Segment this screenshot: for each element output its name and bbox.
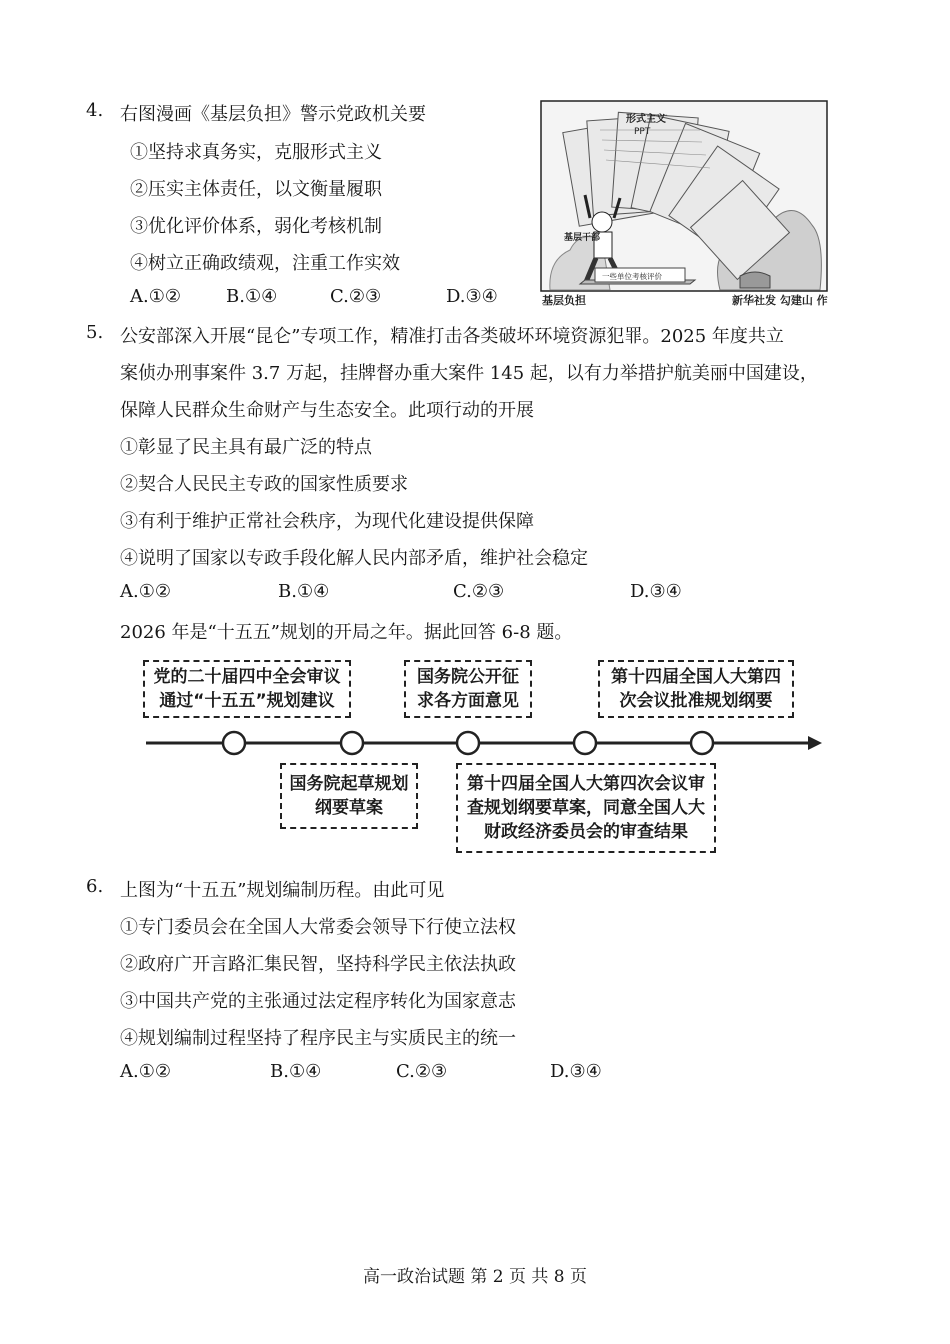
q5-stem-line-3: 保障人民群众生命财产与生态安全。此项行动的开展	[120, 400, 534, 421]
timeline-figure	[140, 650, 830, 860]
timeline-text: 第十四届全国人大第四	[611, 667, 781, 687]
timeline-text: 党的二十届四中全会审议	[153, 667, 341, 687]
q6-option-b[interactable]: B.①④	[270, 1061, 322, 1082]
cartoon-label-base: 一些单位考核评价	[602, 272, 662, 281]
timeline-arrow-icon	[808, 736, 822, 750]
cartoon-label-top: 形式主义	[626, 114, 666, 125]
timeline-box-top-2	[404, 660, 532, 718]
cartoon-caption-left: 基层负担	[542, 294, 586, 307]
timeline-text: 财政经济委员会的审查结果	[484, 822, 688, 842]
timeline-text: 第十四届全国人大第四次会议审	[467, 774, 705, 794]
q6-option-a[interactable]: A.①②	[120, 1061, 171, 1082]
q5-stem-line-2: 案侦办刑事案件 3.7 万起，挂牌督办重大案件 145 起，以有力举措护航美丽中国建设，	[120, 363, 818, 384]
q6-8-intro: 2026 年是“十五五”规划的开局之年。据此回答 6-8 题。	[120, 622, 573, 643]
timeline-text: 求各方面意见	[417, 691, 519, 711]
timeline-node	[341, 732, 363, 754]
cartoon-basic-burden	[540, 100, 828, 310]
q4-item-2: ②压实主体责任，以文衡量履职	[130, 179, 382, 200]
timeline-text: 查规划纲要草案，同意全国人大	[467, 798, 705, 818]
q4-option-c[interactable]: C.②③	[330, 286, 382, 307]
q4-item-4: ④树立正确政绩观，注重工作实效	[130, 253, 400, 274]
q5-item-3: ③有利于维护正常社会秩序，为现代化建设提供保障	[120, 511, 534, 532]
q4-number: 4.	[86, 100, 104, 121]
q4-option-d[interactable]: D.③④	[446, 286, 498, 307]
q6-stem: 上图为“十五五”规划编制历程。由此可见	[120, 880, 445, 901]
q4-item-3: ③优化评价体系，弱化考核机制	[130, 216, 382, 237]
timeline-text: 纲要草案	[315, 798, 383, 818]
timeline-node	[574, 732, 596, 754]
cartoon-caption-right: 新华社发 勾建山 作	[732, 294, 828, 307]
q6-number: 6.	[86, 876, 104, 897]
q5-item-1: ①彰显了民主具有最广泛的特点	[120, 437, 372, 458]
cartoon-label-cadre: 基层干部	[564, 233, 601, 243]
q5-item-4: ④说明了国家以专政手段化解人民内部矛盾，维护社会稳定	[120, 548, 588, 569]
timeline-node	[223, 732, 245, 754]
q4-item-1: ①坚持求真务实，克服形式主义	[130, 142, 382, 163]
timeline-box-top-3	[598, 660, 794, 718]
q6-item-2: ②政府广开言路汇集民智，坚持科学民主依法执政	[120, 954, 516, 975]
q5-option-b[interactable]: B.①④	[278, 581, 330, 602]
q5-option-d[interactable]: D.③④	[630, 581, 682, 602]
q6-option-d[interactable]: D.③④	[550, 1061, 602, 1082]
q5-stem-line-1: 公安部深入开展“昆仑”专项工作，精准打击各类破坏环境资源犯罪。2025 年度共立	[120, 326, 784, 347]
cartoon-illustration	[540, 100, 828, 310]
timeline-text: 通过“十五五”规划建议	[159, 691, 335, 711]
q5-option-c[interactable]: C.②③	[453, 581, 505, 602]
timeline-box-top-1	[143, 660, 351, 718]
q4-stem: 右图漫画《基层负担》警示党政机关要	[120, 104, 426, 125]
q6-item-3: ③中国共产党的主张通过法定程序转化为国家意志	[120, 991, 516, 1012]
timeline-box-bottom-2	[456, 763, 716, 853]
q5-item-2: ②契合人民民主专政的国家性质要求	[120, 474, 408, 495]
timeline-text: 次会议批准规划纲要	[619, 691, 773, 711]
timeline-text: 国务院起草规划	[289, 774, 409, 794]
q5-number: 5.	[86, 322, 104, 343]
q6-item-4: ④规划编制过程坚持了程序民主与实质民主的统一	[120, 1028, 516, 1049]
q6-item-1: ①专门委员会在全国人大常委会领导下行使立法权	[120, 917, 516, 938]
q4-option-b[interactable]: B.①④	[226, 286, 278, 307]
timeline-text: 国务院公开征	[417, 667, 519, 687]
q5-option-a[interactable]: A.①②	[120, 581, 171, 602]
cartoon-label-ppt: PPT	[634, 127, 651, 137]
timeline-node	[691, 732, 713, 754]
timeline-box-bottom-1	[280, 763, 418, 829]
q4-option-a[interactable]: A.①②	[130, 286, 181, 307]
timeline-node	[457, 732, 479, 754]
q6-option-c[interactable]: C.②③	[396, 1061, 448, 1082]
page-footer: 高一政治试题 第 2 页 共 8 页	[362, 1267, 588, 1287]
